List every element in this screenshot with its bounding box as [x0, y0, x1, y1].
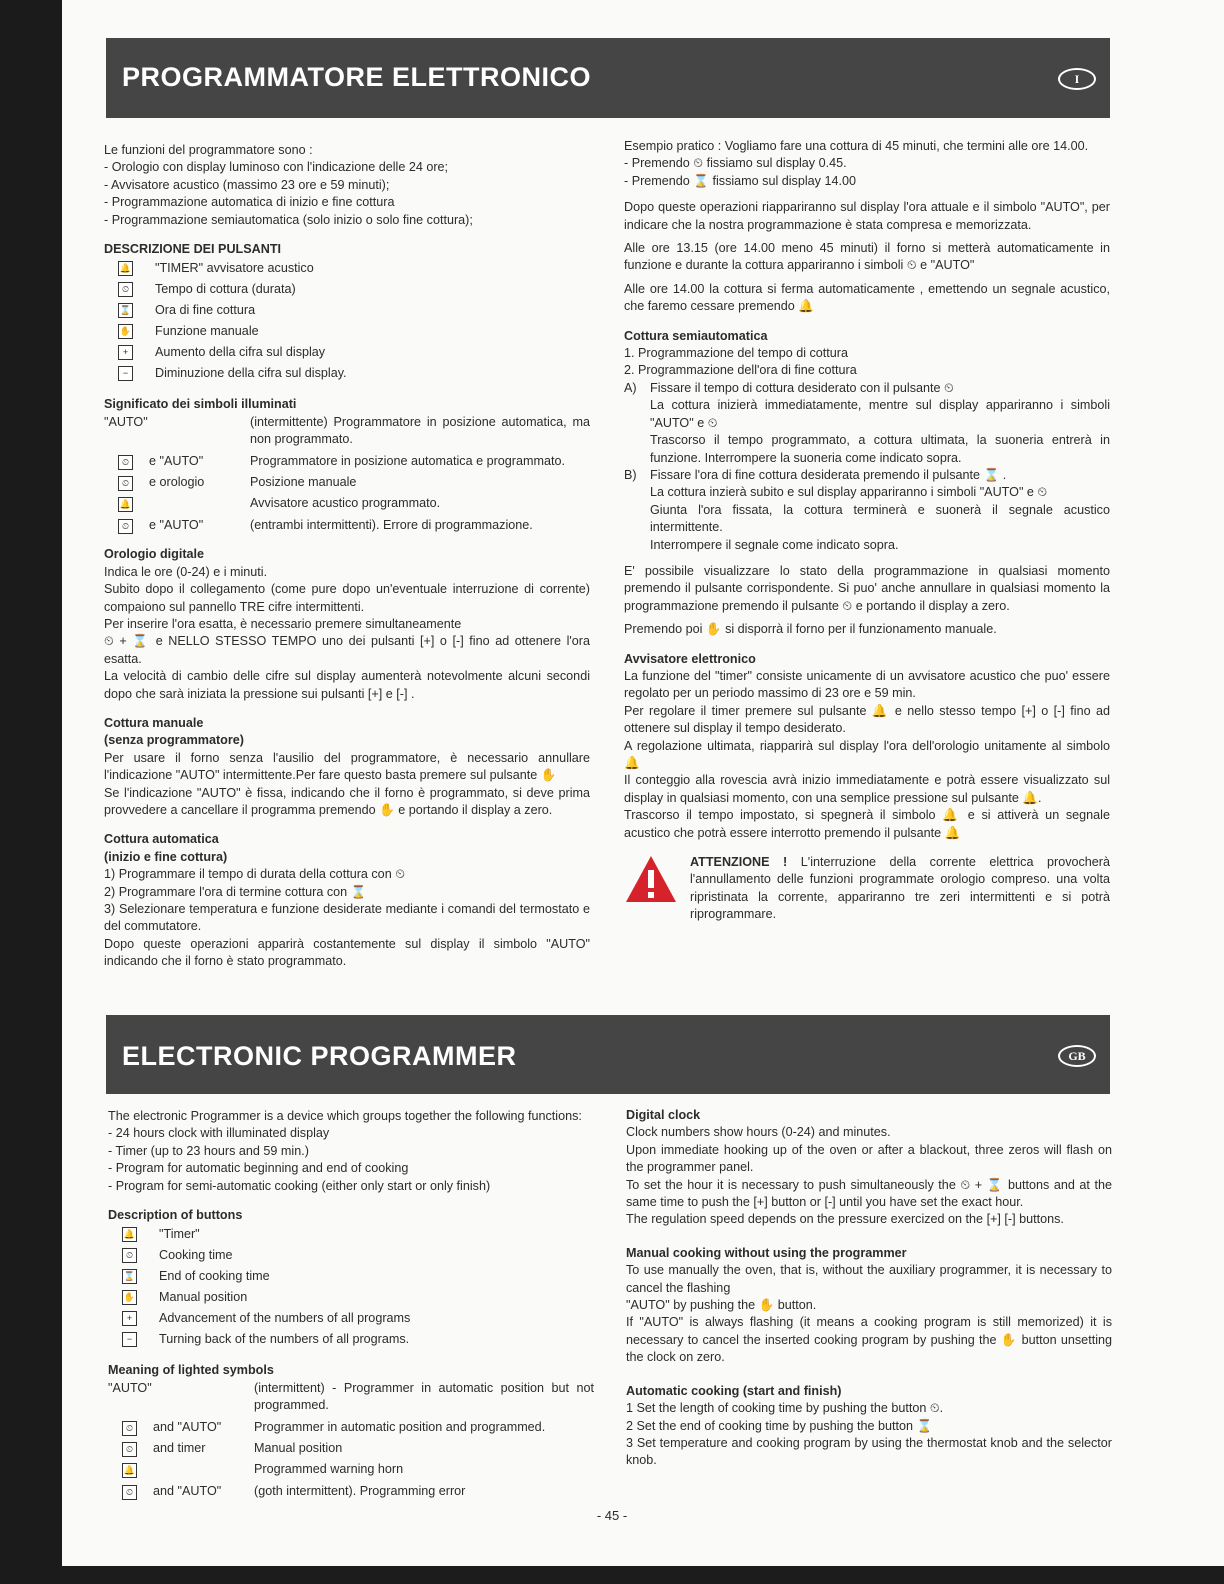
symbol-name: e "AUTO" — [149, 453, 204, 468]
text-line: Subito dopo il collegamento (come pure dopo un'eventuale interruzione di corrente) compaiono sul pannello TRE cifre intermittenti. — [104, 582, 590, 614]
symbol-icon: ⏲ — [122, 1421, 137, 1436]
gb-clock-heading: Digital clock — [626, 1108, 701, 1122]
english-right-column — [626, 1107, 1112, 1470]
text-line: - Premendo ⌛ fissiamo sul display 14.00 — [624, 173, 856, 188]
symbol-row — [104, 517, 590, 534]
text-line: 3 Set temperature and cooking program by using the thermostat knob and the selector knob. — [626, 1435, 1112, 1468]
symbol-description: (goth intermittent). Programming error — [254, 1483, 466, 1498]
button-description: "Timer" — [159, 1227, 200, 1242]
text-line: Dopo queste operazioni apparirà costantemente sul display il simbolo "AUTO" indicando che il forno è stato programmato. — [104, 936, 590, 969]
it-semi-a: A) Fissare il tempo di cottura desiderato con il pulsante ⏲ — [624, 380, 954, 395]
oven-button-icon: − — [118, 366, 133, 381]
text-line: - Avvisatore acustico (massimo 23 ore e 59 minuti); — [104, 177, 390, 192]
text-line: To use manually the oven, that is, without the auxiliary programmer, it is necessary to cancel the flashing — [626, 1263, 1112, 1295]
text-line: Le funzioni del programmatore sono : — [104, 143, 313, 157]
english-banner — [106, 1015, 1110, 1094]
button-description-row — [104, 342, 590, 363]
it-warning-text: L'interruzione della corrente elettrica provocherà l'annullamento delle funzioni programmate orologio compreso. una volta ripristinata la corrente, appariranno tre zeri intermittenti e si potrà riprogrammare. — [690, 855, 1111, 922]
gb-manual-text — [626, 1262, 1112, 1366]
it-manual-heading: Cottura manuale — [104, 715, 204, 730]
symbol-name: and "AUTO" — [153, 1419, 222, 1434]
button-description: Advancement of the numbers of all programs — [159, 1311, 411, 1326]
text-line: La velocità di cambio delle cifre sul display aumenterà notevolmente alcuni secondi dopo che sarà iniziata la pressione sui pulsanti [+] e [-] . — [104, 669, 590, 701]
text-line: - 24 hours clock with illuminated display — [108, 1126, 330, 1141]
it-auto-subheading: (inizio e fine cottura) — [104, 849, 228, 864]
symbol-row — [104, 453, 590, 470]
symbol-row — [108, 1440, 594, 1457]
italian-title: PROGRAMMATORE ELETTRONICO — [122, 62, 591, 92]
text-line: Trascorso il tempo programmato, a cottura ultimata, la suoneria entrerà in funzione. Interrompere la suoneria come indicato sopra. — [650, 433, 1110, 465]
symbol-name: e "AUTO" — [149, 517, 204, 532]
button-description-row — [104, 279, 590, 300]
it-warning-title: ATTENZIONE ! — [690, 855, 788, 870]
symbol-description: (entrambi intermittenti). Errore di programmazione. — [250, 517, 533, 532]
text-line: Per inserire l'ora esatta, è necessario premere simultaneamente — [104, 616, 462, 631]
button-description-row — [108, 1245, 594, 1266]
button-description: Manual position — [159, 1290, 248, 1305]
it-semi-b: B) Fissare l'ora di fine cottura desiderata premendo il pulsante ⌛ . — [624, 467, 1007, 482]
oven-button-icon: ⌛ — [118, 303, 133, 318]
symbol-name: and timer — [153, 1441, 206, 1456]
button-description: Funzione manuale — [155, 324, 259, 339]
symbol-description: (intermittente) Programmatore in posizione automatica, ma non programmato. — [250, 414, 590, 447]
text-line: The regulation speed depends on the pressure exercized on the [+] [-] buttons. — [626, 1212, 1064, 1227]
oven-button-icon: ⌛ — [122, 1269, 137, 1284]
english-language-badge: GB — [1058, 1045, 1096, 1067]
oven-button-icon: + — [122, 1311, 137, 1326]
symbol-description: Manual position — [254, 1441, 343, 1456]
text-line: A regolazione ultimata, riapparirà sul display l'ora dell'orologio unitamente al simbolo 🔔 — [624, 738, 1110, 770]
it-timer-heading: Avvisatore elettronico — [624, 651, 756, 666]
text-line: Il conteggio alla rovescia avrà inizio immediatamente e potrà essere visualizzato sul display in qualsiasi momento, con una semplice pressione sul pulsante 🔔. — [624, 773, 1110, 805]
button-description: End of cooking time — [159, 1269, 270, 1284]
text-line: Clock numbers show hours (0-24) and minutes. — [626, 1125, 891, 1140]
text-line: Per regolare il timer premere sul pulsante 🔔 e nello stesso tempo [+] o [-] fino ad ottenere sul display il tempo desiderato. — [624, 703, 1110, 736]
text-line: Dopo queste operazioni riappariranno sul display l'ora attuale e il simbolo "AUTO", per indicare che la nostra programmazione è stata compresa e memorizzata. — [624, 200, 1110, 232]
button-description: Tempo di cottura (durata) — [155, 282, 296, 297]
symbol-row — [108, 1461, 594, 1478]
button-description: Aumento della cifra sul display — [155, 345, 326, 360]
button-description-row — [108, 1329, 594, 1350]
text-line: "AUTO" by pushing the ✋ button. — [626, 1298, 817, 1313]
italian-banner — [106, 38, 1110, 118]
button-description-row — [108, 1287, 594, 1308]
it-manual-subheading: (senza programmatore) — [104, 733, 244, 748]
text-line: Trascorso il tempo impostato, si spegnerà il simbolo 🔔 e si attiverà un segnale acustico che potrà essere interrotto premendo il pulsante 🔔 — [624, 808, 1110, 840]
italian-language-badge: I — [1058, 68, 1096, 90]
scan-bottom-edge — [62, 1566, 1224, 1584]
symbol-icon: 🔔 — [122, 1463, 137, 1478]
text-line: ⏲ + ⌛ e NELLO STESSO TEMPO uno dei pulsanti [+] o [-] fino ad ottenere l'ora esatta. — [104, 634, 590, 666]
button-description-row — [108, 1224, 594, 1245]
it-buttons-list — [104, 258, 590, 384]
text-line: 3) Selezionare temperatura e funzione desiderate mediante i comandi del termostato e del commutatore. — [104, 902, 590, 934]
text-line: The electronic Programmer is a device which groups together the following functions: — [108, 1109, 582, 1123]
it-semi-a-sub — [624, 397, 1110, 467]
text-line: Per usare il forno senza l'ausilio del programmatore, è necessario annullare l'indicazione "AUTO" intermittente.Per fare questo basta premere sul pulsante ✋ — [104, 750, 590, 783]
text-line: To set the hour it is necessary to push simultaneously the ⏲ + ⌛ buttons and at the same time to push the [+] button or [-] until you have set the exact hour. — [626, 1177, 1112, 1210]
oven-button-icon: ⏲ — [118, 282, 133, 297]
gb-auto-text — [626, 1400, 1112, 1470]
text-line: Giunta l'ora fissata, la cottura terminerà e suonerà il segnale acustico intermittente. — [650, 502, 1110, 535]
text-line: - Orologio con display luminoso con l'indicazione delle 24 ore; — [104, 160, 449, 175]
gb-buttons-heading: Description of buttons — [108, 1208, 243, 1223]
symbol-description: Posizione manuale — [250, 475, 357, 490]
symbol-name: e orologio — [149, 475, 205, 490]
it-manual-text — [104, 750, 590, 820]
symbol-icon: ⏲ — [118, 455, 133, 470]
button-description-row — [104, 300, 590, 321]
warning-icon — [624, 854, 678, 904]
it-clock-text — [104, 564, 590, 703]
symbol-row — [108, 1419, 594, 1436]
button-description-row — [108, 1308, 594, 1329]
gb-symbols-list — [108, 1380, 594, 1500]
text-line: If "AUTO" is always flashing (it means a cooking program is still memorized) it is necessary to cancel the inserted cooking program by pushing the ✋ button unsetting the clock on zero. — [626, 1315, 1112, 1365]
it-buttons-heading: DESCRIZIONE DEI PULSANTI — [104, 242, 282, 257]
text-line: - Programmazione semiautomatica (solo inizio o solo fine cottura); — [104, 212, 473, 227]
button-description: Turning back of the numbers of all programs. — [159, 1332, 410, 1347]
text-line: 2) Programmare l'ora di termine cottura con ⌛ — [104, 884, 367, 899]
text-line: Interrompere il segnale come indicato sopra. — [650, 537, 899, 552]
symbol-description: Programmer in automatic position and programmed. — [254, 1419, 546, 1434]
text-line: La cottura inzierà subito e sul display appariranno i simboli "AUTO" e ⏲ — [650, 485, 1048, 500]
page-number: - 45 - — [596, 1508, 628, 1523]
button-description: Cooking time — [159, 1248, 233, 1263]
english-left-column — [108, 1108, 594, 1504]
it-semi-note — [624, 563, 1110, 639]
text-line: 2 Set the end of cooking time by pushing the button ⌛ — [626, 1418, 933, 1433]
button-description-row — [104, 363, 590, 384]
symbol-name: "AUTO" — [108, 1380, 152, 1395]
symbol-description: Avvisatore acustico programmato. — [250, 496, 441, 511]
gb-symbols-heading: Meaning of lighted symbols — [108, 1363, 274, 1378]
it-semi-heading: Cottura semiautomatica — [624, 328, 768, 343]
symbol-row — [104, 474, 590, 491]
it-intro — [104, 142, 590, 229]
text-line: - Program for semi-automatic cooking (either only start or only finish) — [108, 1178, 491, 1193]
gb-buttons-list — [108, 1224, 594, 1350]
oven-button-icon: − — [122, 1332, 137, 1347]
text-line: Alle ore 13.15 (ore 14.00 meno 45 minuti) il forno si metterà automaticamente in funzione e durante la cottura appariranno i simboli ⏲ e "AUTO" — [624, 241, 1110, 273]
symbol-description: Programmed warning horn — [254, 1462, 404, 1477]
button-description-row — [104, 258, 590, 279]
symbol-row — [104, 414, 590, 449]
symbol-icon: 🔔 — [118, 497, 133, 512]
button-description: Diminuzione della cifra sul display. — [155, 366, 347, 381]
symbol-row — [104, 495, 590, 512]
gb-auto-heading: Automatic cooking (start and finish) — [626, 1383, 842, 1398]
text-line: - Program for automatic beginning and end of cooking — [108, 1161, 409, 1176]
text-line: 2. Programmazione dell'ora di fine cottura — [624, 363, 857, 378]
symbol-name: and "AUTO" — [153, 1483, 222, 1498]
it-after-text — [624, 199, 1110, 315]
text-line: Esempio pratico : Vogliamo fare una cottura di 45 minuti, che termini alle ore 14.00. — [624, 139, 1089, 153]
button-description: "TIMER" avvisatore acustico — [155, 261, 314, 276]
it-semi-b-sub — [624, 484, 1110, 554]
text-line: La funzione del "timer" consiste unicamente di un avvisatore acustico che puo' essere regolato per un periodo massimo di 23 ore e 59 min. — [624, 668, 1110, 701]
it-auto-heading: Cottura automatica — [104, 832, 219, 847]
italian-right-column — [624, 138, 1110, 924]
symbol-icon: ⏲ — [122, 1442, 137, 1457]
text-line: Alle ore 14.00 la cottura si ferma automaticamente , emettendo un segnale acustico, che faremo cessare premendo 🔔 — [624, 281, 1110, 314]
symbol-icon: ⏲ — [122, 1485, 137, 1500]
text-line: La cottura inizierà immediatamente, mentre sul display appariranno i simboli "AUTO" e ⏲ — [650, 398, 1110, 430]
text-line: 1. Programmazione del tempo di cottura — [624, 346, 849, 361]
english-title: ELECTRONIC PROGRAMMER — [122, 1041, 517, 1071]
text-line: - Timer (up to 23 hours and 59 min.) — [108, 1143, 309, 1158]
it-timer-text — [624, 668, 1110, 842]
gb-intro — [108, 1108, 594, 1195]
oven-button-icon: 🔔 — [122, 1227, 137, 1242]
symbol-icon: ⏲ — [118, 519, 133, 534]
italian-left-column — [104, 142, 590, 971]
it-semi-list — [624, 345, 1110, 380]
text-line: Se l'indicazione "AUTO" è fissa, indicando che il forno è programmato, si deve prima provvedere a cancellare il programma premendo ✋ e portando il display a zero. — [104, 785, 590, 817]
gb-clock-text — [626, 1124, 1112, 1228]
text-line: Upon immediate hooking up of the oven or after a blackout, three zeros will flash on the programmer panel. — [626, 1142, 1112, 1175]
symbol-row — [108, 1380, 594, 1415]
symbol-icon: ⏲ — [118, 476, 133, 491]
it-auto-text — [104, 866, 590, 970]
oven-button-icon: ✋ — [122, 1290, 137, 1305]
text-line: Indica le ore (0-24) e i minuti. — [104, 564, 268, 579]
text-line: - Premendo ⏲ fissiamo sul display 0.45. — [624, 156, 847, 171]
it-clock-heading: Orologio digitale — [104, 547, 205, 562]
text-line: Premendo poi ✋ si disporrà il forno per il funzionamento manuale. — [624, 622, 997, 637]
button-description-row — [104, 321, 590, 342]
gb-manual-heading: Manual cooking without using the programmer — [626, 1245, 907, 1260]
it-example — [624, 138, 1110, 190]
it-symbols-heading: Significato dei simboli illuminati — [104, 397, 297, 412]
oven-button-icon: ⏲ — [122, 1248, 137, 1263]
text-line: E' possibile visualizzare lo stato della programmazione in qualsiasi momento premendo il pulsante corrispondente. Si puo' anche annullare in qualsiasi momento la programmazione premendo il pulsante ⏲ e portando il display a zero. — [624, 563, 1110, 613]
button-description: Ora di fine cottura — [155, 303, 256, 318]
text-line: 1) Programmare il tempo di durata della cottura con ⏲ — [104, 867, 406, 882]
it-symbols-list — [104, 414, 590, 534]
symbol-name: "AUTO" — [104, 414, 148, 429]
oven-button-icon: + — [118, 345, 133, 360]
symbol-row — [108, 1483, 594, 1500]
oven-button-icon: 🔔 — [118, 261, 133, 276]
button-description-row — [108, 1266, 594, 1287]
scan-left-edge — [0, 0, 62, 1584]
text-line: 1 Set the length of cooking time by pushing the button ⏲. — [626, 1401, 944, 1416]
oven-button-icon: ✋ — [118, 324, 133, 339]
it-warning — [624, 854, 1110, 924]
symbol-description: Programmatore in posizione automatica e programmato. — [250, 453, 565, 468]
text-line: - Programmazione automatica di inizio e fine cottura — [104, 195, 395, 210]
symbol-description: (intermittent) - Programmer in automatic position but not programmed. — [254, 1380, 594, 1413]
